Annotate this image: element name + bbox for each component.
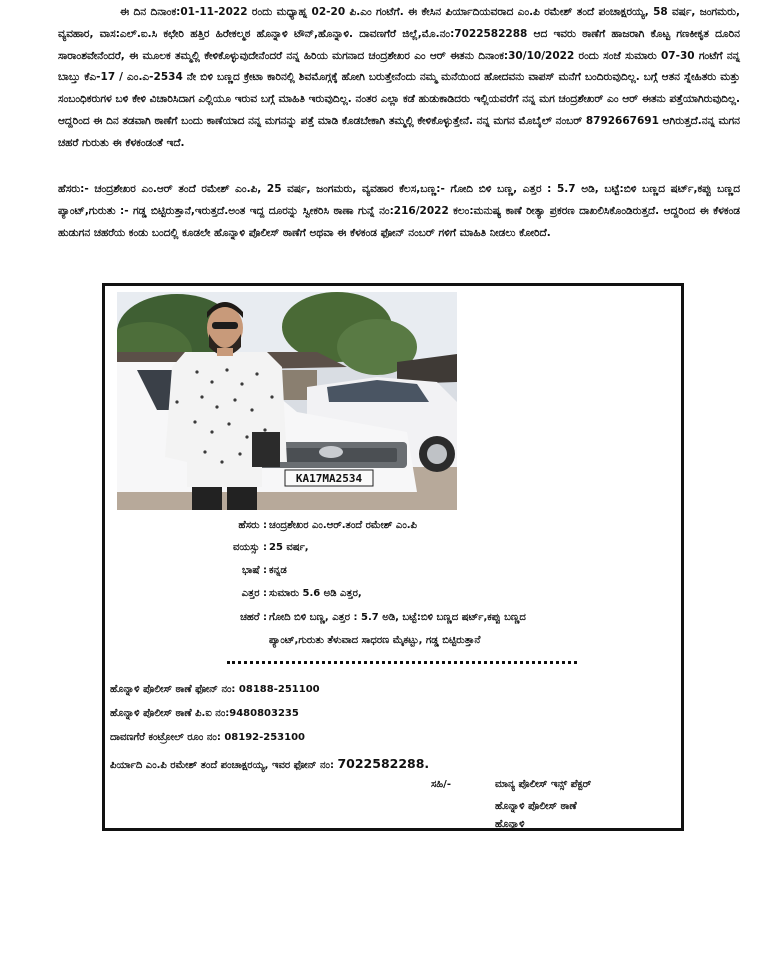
dotted-divider: [227, 661, 577, 664]
missing-person-notice-box: [102, 283, 684, 831]
contact-police-station: ಹೊನ್ನಾಳಿ ಪೊಲೀಸ್ ಠಾಣೆ ಫೋನ್ ನಂ: 08188-251100: [110, 684, 320, 695]
license-plate-text: KA17MA2534: [295, 472, 363, 485]
detail-value-height: ಸುಮಾರು 5.6 ಅಡಿ ಎತ್ತರ,: [269, 588, 362, 599]
complainant-phone: 7022582288.: [337, 756, 430, 771]
detail-label-features: ಚಹರೆ :: [240, 612, 267, 623]
detail-label-name: ಹೆಸರು :: [238, 520, 267, 531]
signature-line-1: ಮಾನ್ಯ ಪೊಲೀಸ್ ಇನ್ಸ್ ಪೆಕ್ಟರ್: [495, 779, 592, 790]
complaint-paragraph: ಈ ದಿನ ದಿನಾಂಕ:01-11-2022 ರಂದು ಮಧ್ಯಾಹ್ನ 02-20 ಪಿ.ಎಂ ಗಂಟೆಗೆ. ಈ ಕೇಸಿನ ಪಿರ್ಯಾದಿಯವರಾದ ಎಂ.ಪಿ ರಮೇಶ್ ತಂದೆ ಪಂಚಾಕ್ಷರಯ್ಯ, 58 ವರ್ಷ, ಜಂಗಮರು, ವ್ಯವಹಾರ, ವಾಸ:ಎಲ್.ಐ.ಸಿ ಕಛೇರಿ ಹತ್ತಿರ ಹಿರೇಕಲ್ಮಠ ಹೊನ್ನಾಳಿ ಟೌನ್,ಹೊನ್ನಾಳಿ. ದಾವಣಗೆರೆ ಜಿಲ್ಲೆ,ಮೊ.ನಂ:7022582288 ಆದ ಇವರು ಠಾಣೆಗೆ ಹಾಜರಾಗಿ ಕೊಟ್ಟ ಗಣಕೀಕೃತ ದೂರಿನ ಸಾರಾಂಶವೇನೆಂದರೆ, ಈ ಮೂಲಕ ತಮ್ಮಲ್ಲಿ ಕೇಳಿಕೊಳ್ಳುವುದೇನೆಂದರೆ ನನ್ನ ಹಿರಿಯ ಮಗನಾದ ಚಂದ್ರಶೇಖರ ಎಂ ಆರ್ ಈತನು ದಿನಾಂಕ:30/10/2022 ರಂದು ಸಂಜೆ ಸುಮಾರು 07-30 ಗಂಟೆಗೆ ನನ್ನ ಬಾಬ್ತು ಕೆಎ-17 / ಎಂ.ಎ-2534 ನೇ ಬಿಳಿ ಬಣ್ಣದ ಕ್ರೇಟಾ ಕಾರಿನಲ್ಲಿ ಶಿವಮೊಗ್ಗಕ್ಕೆ ಹೋಗಿ ಬರುತ್ತೇನೆಂದು ನಮ್ಮ ಮನೆಯಿಂದ ಹೋದವನು ವಾಪಸ್ ಮನೆಗೆ ಬಂದಿರುವುದಿಲ್ಲ. ಬಗ್ಗೆ ಆತನ ಸ್ನೇಹಿತರು ಮತ್ತು ಸಂಬಂಧಿಕರುಗಳ ಬಳಿ ಕೇಳಿ ವಿಚಾರಿಸಿದಾಗ ಎಲ್ಲಿಯೂ ಇರುವ ಬಗ್ಗೆ ಮಾಹಿತಿ ಇರುವುದಿಲ್ಲ. ನಂತರ ಎಲ್ಲಾ ಕಡೆ ಹುಡುಕಾಡಿದರು ಇಲ್ಲಿಯವರೆಗೆ ನನ್ನ ಮಗ ಚಂದ್ರಶೇಖರ್ ಎಂ ಆರ್ ಈತನು ಪತ್ತೆಯಾಗಿರುವುದಿಲ್ಲ. ಆದ್ದರಿಂದ ಈ ದಿನ ತಡವಾಗಿ ಠಾಣೆಗೆ ಬಂದು ಕಾಣೆಯಾದ ನನ್ನ ಮಗನನ್ನು ಪತ್ತೆ ಮಾಡಿ ಕೊಡಬೇಕಾಗಿ ತಮ್ಮಲ್ಲಿ ಕೇಳಿಕೊಳ್ಳುತ್ತೇನೆ. ನನ್ನ ಮಗನ ಮೊಬೈಲ್ ನಂಬರ್ 8792667691 ಆಗಿರುತ್ತದೆ.ನನ್ನ ಮಗನ ಚಹರೆ ಗುರುತು ಈ ಕೆಳಕಂಡಂತೆ ಇದೆ.: [58, 6, 741, 149]
complainant-line: [110, 756, 429, 771]
signature-line-2: ಹೊನ್ನಾಳಿ ಪೊಲೀಸ್ ಠಾಣೆ: [495, 801, 577, 812]
detail-value-language: ಕನ್ನಡ: [269, 565, 287, 576]
detail-value-features: ಗೋದಿ ಬಿಳಿ ಬಣ್ಣ, ಎತ್ತರ : 5.7 ಅಡಿ, ಬಟ್ಟೆ:ಬಿಳಿ ಬಣ್ಣದ ಷರ್ಟ್,ಕಪ್ಪು ಬಣ್ಣದ: [269, 612, 526, 623]
detail-label-language: ಭಾಷೆ :: [241, 565, 267, 576]
complainant-text: ಪಿರ್ಯಾದಿ ಎಂ.ಪಿ ರಮೇಶ್ ತಂದೆ ಪಂಚಾಕ್ಷರಯ್ಯ, ಇವರ ಫೋನ್ ನಂ:: [110, 760, 334, 771]
detail-label-height: ಎತ್ತರ :: [241, 588, 267, 599]
detail-value-age: 25 ವರ್ಷ,: [269, 542, 309, 553]
missing-person-photo: [117, 292, 457, 510]
detail-features-continuation: ಪ್ಯಾಂಟ್,ಗುರುತು ತೆಳುವಾದ ಸಾಧರಣ ಮೈಕಟ್ಟು, ಗಡ್ಡ ಬಿಟ್ಟಿರುತ್ತಾನೆ: [269, 635, 481, 646]
signature-prefix: ಸಹಿ/-: [431, 779, 451, 790]
missing-person-description-paragraph: ಹೆಸರು:- ಚಂದ್ರಶೇಖರ ಎಂ.ಆರ್ ತಂದೆ ರಮೇಶ್ ಎಂ.ಪಿ, 25 ವರ್ಷ, ಜಂಗಮರು, ವ್ಯವಹಾರ ಕೆಲಸ,ಬಣ್ಣ:- ಗೋದಿ ಬಿಳಿ ಬಣ್ಣ, ಎತ್ತರ : 5.7 ಅಡಿ, ಬಟ್ಟೆ:ಬಿಳಿ ಬಣ್ಣದ ಷರ್ಟ್,ಕಪ್ಪು ಬಣ್ಣದ ಪ್ಯಾಂಟ್,ಗುರುತು :- ಗಡ್ಡ ಬಿಟ್ಟಿರುತ್ತಾನೆ,ಇರುತ್ತದೆ.ಅಂತ ಇದ್ದ ದೂರನ್ನು ಸ್ವೀಕರಿಸಿ ಠಾಣಾ ಗುನ್ನೆ ನಂ:216/2022 ಕಲಂ:ಮನುಷ್ಯ ಕಾಣೆ ರೀತ್ಯಾ ಪ್ರಕರಣ ದಾಖಲಿಸಿಕೊಂಡಿರುತ್ತದೆ. ಆದ್ದರಿಂದ ಈ ಕೆಳಕಂಡ ಹುಡುಗನ ಚಹರೆಯ ಕಂಡು ಬಂದಲ್ಲಿ ಕೂಡಲೇ ಹೊನ್ನಾಳಿ ಪೊಲೀಸ್ ಠಾಣೆಗೆ ಅಥವಾ ಈ ಕೆಳಕಂಡ ಫೋನ್ ನಂಬರ್ ಗಳಿಗೆ ಮಾಹಿತಿ ನೀಡಲು ಕೋರಿದೆ.: [58, 183, 740, 239]
signature-line-3: ಹೊನ್ನಾಳಿ: [495, 819, 525, 830]
detail-label-age: ವಯಸ್ಸು :: [232, 542, 267, 553]
contact-police-inspector: ಹೊನ್ನಾಳಿ ಪೊಲೀಸ್ ಠಾಣೆ ಪಿ.ಐ ನಂ:9480803235: [110, 708, 299, 719]
detail-value-name: ಚಂದ್ರಶೇಖರ ಎಂ.ಆರ್.ತಂದೆ ರಮೇಶ್ ಎಂ.ಪಿ: [269, 520, 417, 531]
contact-control-room: ದಾವಣಗೆರೆ ಕಂಟ್ರೋಲ್ ರೂಂ ನಂ: 08192-253100: [110, 732, 306, 743]
